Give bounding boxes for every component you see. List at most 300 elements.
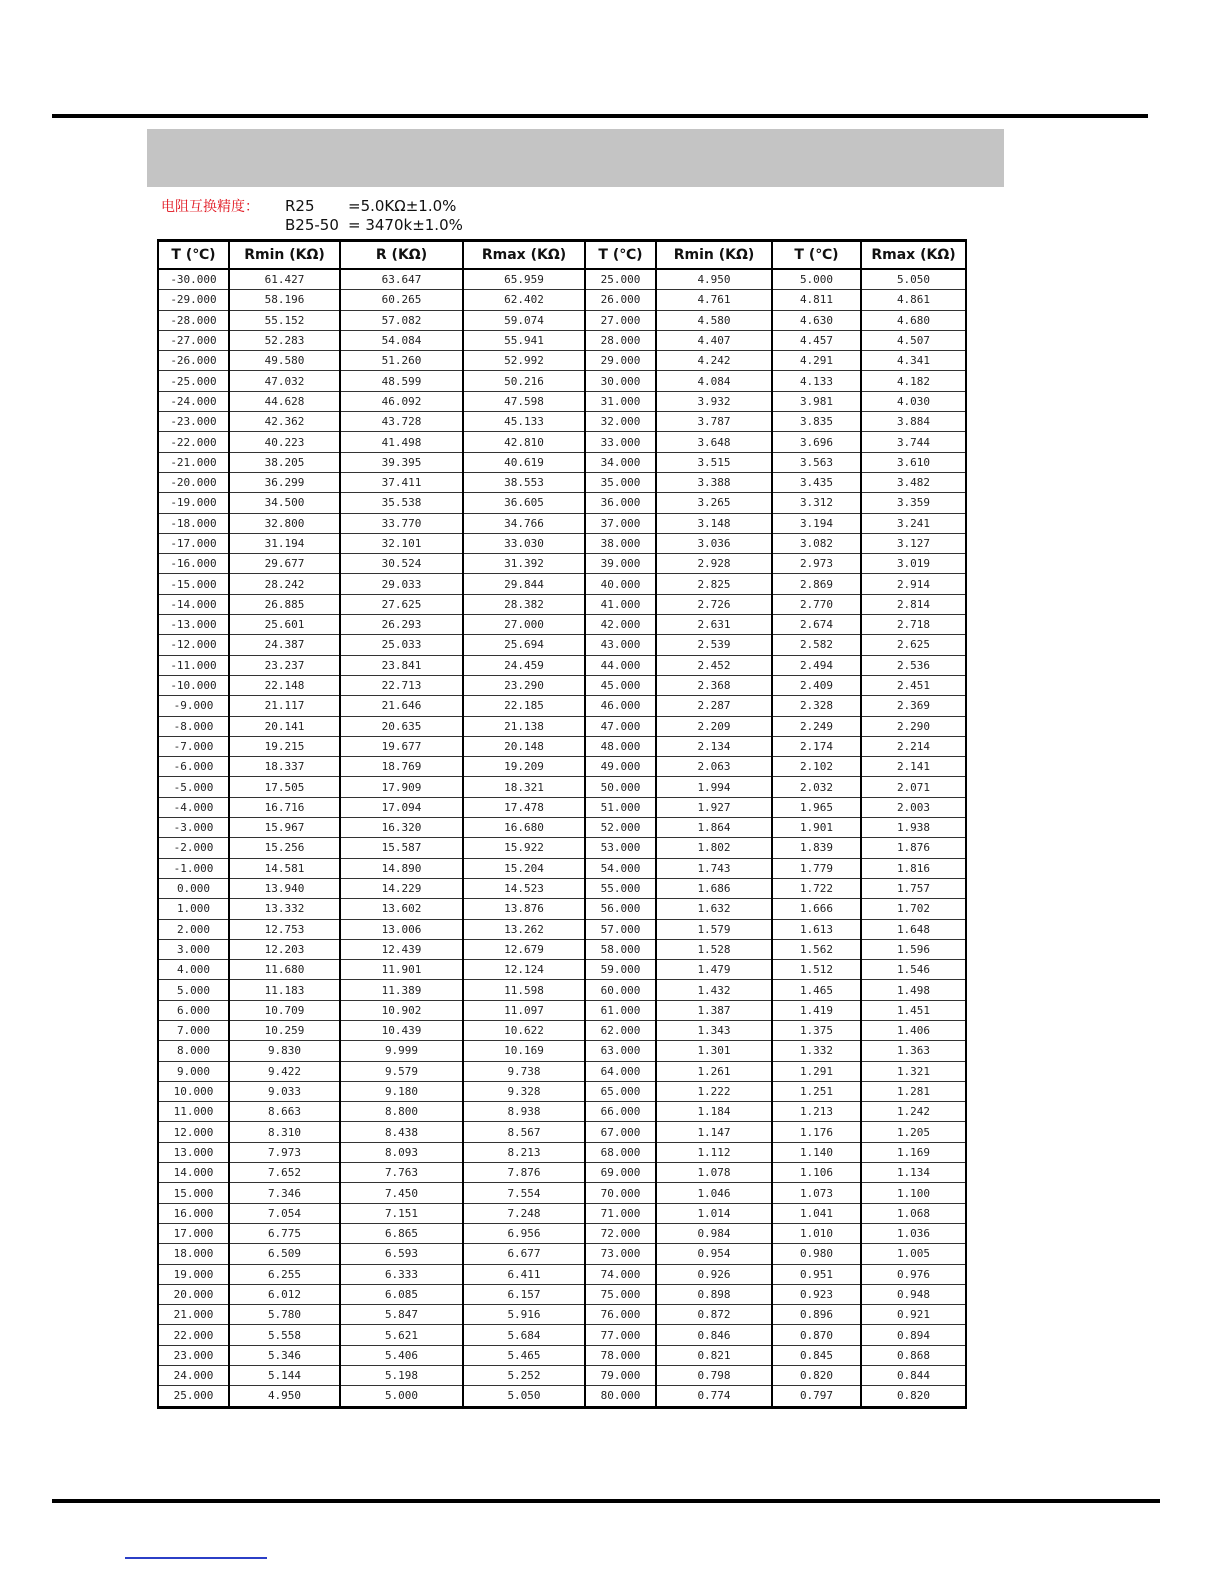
table-cell: 1.073 — [772, 1183, 861, 1203]
table-cell: 5.346 — [229, 1345, 340, 1365]
table-cell: 1.927 — [656, 797, 772, 817]
table-cell: 15.000 — [158, 1183, 229, 1203]
table-cell: 22.000 — [158, 1325, 229, 1345]
table-row — [158, 330, 966, 350]
table-cell: 2.369 — [861, 696, 966, 716]
table-cell: 48.000 — [585, 736, 656, 756]
table-cell: 28.242 — [229, 574, 340, 594]
table-row — [158, 777, 966, 797]
table-cell: 27.000 — [463, 615, 585, 635]
table-cell: 1.579 — [656, 919, 772, 939]
table-cell: 2.973 — [772, 554, 861, 574]
table-cell: 8.000 — [158, 1041, 229, 1061]
table-cell: 29.677 — [229, 554, 340, 574]
table-cell: 1.291 — [772, 1061, 861, 1081]
table-cell: 14.890 — [340, 858, 463, 878]
table-cell: 6.000 — [158, 1000, 229, 1020]
table-cell: 16.000 — [158, 1203, 229, 1223]
table-cell: 7.000 — [158, 1020, 229, 1040]
table-cell: 0.798 — [656, 1366, 772, 1386]
table-cell: 6.333 — [340, 1264, 463, 1284]
table-cell: -22.000 — [158, 432, 229, 452]
table-row — [158, 797, 966, 817]
table-cell: -30.000 — [158, 269, 229, 290]
table-cell: 37.411 — [340, 472, 463, 492]
table-cell: 8.938 — [463, 1102, 585, 1122]
table-cell: 11.680 — [229, 960, 340, 980]
table-cell: 2.726 — [656, 594, 772, 614]
table-cell: 1.176 — [772, 1122, 861, 1142]
table-cell: -25.000 — [158, 371, 229, 391]
table-cell: 42.362 — [229, 412, 340, 432]
table-cell: 34.000 — [585, 452, 656, 472]
table-cell: 25.601 — [229, 615, 340, 635]
table-cell: 36.605 — [463, 493, 585, 513]
table-cell: 3.482 — [861, 472, 966, 492]
table-cell: -13.000 — [158, 615, 229, 635]
table-cell: 2.914 — [861, 574, 966, 594]
table-cell: 16.716 — [229, 797, 340, 817]
table-cell: 25.694 — [463, 635, 585, 655]
table-cell: 1.134 — [861, 1163, 966, 1183]
table-cell: 3.082 — [772, 533, 861, 553]
table-cell: 2.814 — [861, 594, 966, 614]
table-cell: 72.000 — [585, 1223, 656, 1243]
table-cell: 9.999 — [340, 1041, 463, 1061]
table-cell: 11.097 — [463, 1000, 585, 1020]
resistance-table — [157, 239, 967, 1409]
table-cell: 1.147 — [656, 1122, 772, 1142]
table-cell: 59.074 — [463, 310, 585, 330]
table-cell: 65.959 — [463, 269, 585, 290]
table-cell: 61.427 — [229, 269, 340, 290]
table-cell: 17.094 — [340, 797, 463, 817]
table-cell: 5.558 — [229, 1325, 340, 1345]
table-cell: -16.000 — [158, 554, 229, 574]
table-cell: 2.718 — [861, 615, 966, 635]
table-row — [158, 1244, 966, 1264]
table-row — [158, 1325, 966, 1345]
table-cell: 6.956 — [463, 1223, 585, 1243]
table-row — [158, 858, 966, 878]
table-row — [158, 574, 966, 594]
table-cell: 1.213 — [772, 1102, 861, 1122]
table-cell: 16.320 — [340, 818, 463, 838]
table-cell: 57.000 — [585, 919, 656, 939]
table-row — [158, 594, 966, 614]
table-cell: 1.301 — [656, 1041, 772, 1061]
table-cell: 39.395 — [340, 452, 463, 472]
table-cell: 4.761 — [656, 290, 772, 310]
table-cell: 44.628 — [229, 391, 340, 411]
table-cell: 50.216 — [463, 371, 585, 391]
table-cell: 50.000 — [585, 777, 656, 797]
table-cell: 65.000 — [585, 1081, 656, 1101]
table-cell: 3.610 — [861, 452, 966, 472]
table-cell: 2.071 — [861, 777, 966, 797]
table-cell: 9.579 — [340, 1061, 463, 1081]
table-cell: 1.169 — [861, 1142, 966, 1162]
table-cell: 2.409 — [772, 675, 861, 695]
table-cell: 1.205 — [861, 1122, 966, 1142]
table-cell: 12.679 — [463, 939, 585, 959]
table-cell: 22.185 — [463, 696, 585, 716]
table-cell: 53.000 — [585, 838, 656, 858]
table-cell: -21.000 — [158, 452, 229, 472]
table-cell: 7.554 — [463, 1183, 585, 1203]
table-cell: 10.439 — [340, 1020, 463, 1040]
table-cell: 5.780 — [229, 1305, 340, 1325]
table-cell: 47.598 — [463, 391, 585, 411]
table-cell: -2.000 — [158, 838, 229, 858]
table-cell: 9.033 — [229, 1081, 340, 1101]
table-cell: 21.117 — [229, 696, 340, 716]
table-cell: 6.255 — [229, 1264, 340, 1284]
table-cell: 9.180 — [340, 1081, 463, 1101]
table-cell: 1.802 — [656, 838, 772, 858]
table-cell: 3.036 — [656, 533, 772, 553]
table-cell: 41.498 — [340, 432, 463, 452]
table-cell: 79.000 — [585, 1366, 656, 1386]
table-cell: -11.000 — [158, 655, 229, 675]
table-cell: 1.406 — [861, 1020, 966, 1040]
table-cell: 15.587 — [340, 838, 463, 858]
table-cell: 8.310 — [229, 1122, 340, 1142]
table-cell: -3.000 — [158, 818, 229, 838]
table-cell: 8.093 — [340, 1142, 463, 1162]
table-cell: 3.388 — [656, 472, 772, 492]
table-cell: 4.242 — [656, 351, 772, 371]
table-cell: 40.000 — [585, 574, 656, 594]
table-cell: 13.940 — [229, 878, 340, 898]
table-cell: 60.265 — [340, 290, 463, 310]
table-cell: 19.677 — [340, 736, 463, 756]
table-cell: 1.251 — [772, 1081, 861, 1101]
table-cell: 43.728 — [340, 412, 463, 432]
table-cell: 11.598 — [463, 980, 585, 1000]
table-row — [158, 554, 966, 574]
table-cell: 35.000 — [585, 472, 656, 492]
table-cell: -15.000 — [158, 574, 229, 594]
table-row — [158, 615, 966, 635]
table-row — [158, 1061, 966, 1081]
table-cell: 4.407 — [656, 330, 772, 350]
table-cell: 2.209 — [656, 716, 772, 736]
table-row — [158, 351, 966, 371]
table-cell: 76.000 — [585, 1305, 656, 1325]
table-cell: 32.800 — [229, 513, 340, 533]
table-cell: 15.967 — [229, 818, 340, 838]
table-cell: 20.635 — [340, 716, 463, 736]
table-cell: 3.884 — [861, 412, 966, 432]
column-header: R (KΩ) — [340, 241, 463, 270]
table-cell: 60.000 — [585, 980, 656, 1000]
table-row — [158, 1284, 966, 1304]
table-cell: 4.811 — [772, 290, 861, 310]
table-cell: 2.000 — [158, 919, 229, 939]
table-cell: 3.932 — [656, 391, 772, 411]
table-cell: 23.000 — [158, 1345, 229, 1365]
table-cell: 6.509 — [229, 1244, 340, 1264]
table-cell: 58.000 — [585, 939, 656, 959]
table-cell: 15.922 — [463, 838, 585, 858]
table-cell: -12.000 — [158, 635, 229, 655]
table-cell: 0.954 — [656, 1244, 772, 1264]
table-cell: 1.363 — [861, 1041, 966, 1061]
table-cell: 28.000 — [585, 330, 656, 350]
table-cell: 59.000 — [585, 960, 656, 980]
table-cell: 0.923 — [772, 1284, 861, 1304]
table-cell: 32.101 — [340, 533, 463, 553]
table-cell: 1.343 — [656, 1020, 772, 1040]
table-cell: 0.868 — [861, 1345, 966, 1365]
table-cell: 73.000 — [585, 1244, 656, 1264]
table-cell: -20.000 — [158, 472, 229, 492]
table-cell: 5.252 — [463, 1366, 585, 1386]
table-cell: 13.006 — [340, 919, 463, 939]
table-cell: 15.204 — [463, 858, 585, 878]
table-cell: 8.213 — [463, 1142, 585, 1162]
table-cell: 67.000 — [585, 1122, 656, 1142]
table-cell: 1.901 — [772, 818, 861, 838]
table-cell: 1.938 — [861, 818, 966, 838]
table-row — [158, 878, 966, 898]
table-row — [158, 371, 966, 391]
table-cell: 23.841 — [340, 655, 463, 675]
table-cell: 5.050 — [463, 1386, 585, 1407]
table-cell: -1.000 — [158, 858, 229, 878]
table-cell: 46.092 — [340, 391, 463, 411]
table-cell: 1.839 — [772, 838, 861, 858]
table-cell: 52.283 — [229, 330, 340, 350]
table-cell: 41.000 — [585, 594, 656, 614]
table-cell: -8.000 — [158, 716, 229, 736]
table-row — [158, 675, 966, 695]
table-cell: 47.032 — [229, 371, 340, 391]
table-cell: 2.625 — [861, 635, 966, 655]
table-row — [158, 757, 966, 777]
table-cell: 1.106 — [772, 1163, 861, 1183]
table-cell: 5.465 — [463, 1345, 585, 1365]
table-cell: 10.169 — [463, 1041, 585, 1061]
table-cell: 3.148 — [656, 513, 772, 533]
table-cell: 52.000 — [585, 818, 656, 838]
table-cell: 7.973 — [229, 1142, 340, 1162]
table-cell: 66.000 — [585, 1102, 656, 1122]
table-cell: 1.046 — [656, 1183, 772, 1203]
table-row — [158, 391, 966, 411]
table-row — [158, 1345, 966, 1365]
table-cell: 1.184 — [656, 1102, 772, 1122]
table-cell: 9.830 — [229, 1041, 340, 1061]
table-cell: 69.000 — [585, 1163, 656, 1183]
table-cell: 62.000 — [585, 1020, 656, 1040]
table-cell: 0.921 — [861, 1305, 966, 1325]
table-cell: 54.000 — [585, 858, 656, 878]
table-row — [158, 310, 966, 330]
table-cell: 64.000 — [585, 1061, 656, 1081]
table-cell: 47.000 — [585, 716, 656, 736]
table-cell: 2.249 — [772, 716, 861, 736]
b-constant-label: B25-50 — [285, 216, 339, 234]
table-cell: 2.674 — [772, 615, 861, 635]
table-cell: 62.402 — [463, 290, 585, 310]
table-cell: 5.621 — [340, 1325, 463, 1345]
table-cell: 7.763 — [340, 1163, 463, 1183]
table-cell: 74.000 — [585, 1264, 656, 1284]
table-cell: 31.194 — [229, 533, 340, 553]
table-cell: 23.237 — [229, 655, 340, 675]
table-cell: 14.581 — [229, 858, 340, 878]
table-cell: 55.152 — [229, 310, 340, 330]
table-cell: 2.536 — [861, 655, 966, 675]
table-cell: 1.779 — [772, 858, 861, 878]
table-cell: 5.847 — [340, 1305, 463, 1325]
bottom-rule — [52, 1499, 1160, 1503]
table-cell: 77.000 — [585, 1325, 656, 1345]
table-cell: 4.030 — [861, 391, 966, 411]
table-cell: -17.000 — [158, 533, 229, 553]
table-cell: 2.451 — [861, 675, 966, 695]
column-header: T (℃) — [772, 241, 861, 270]
table-cell: 1.332 — [772, 1041, 861, 1061]
table-cell: 40.223 — [229, 432, 340, 452]
table-cell: 0.845 — [772, 1345, 861, 1365]
top-rule — [52, 114, 1148, 118]
table-row — [158, 818, 966, 838]
table-cell: 6.157 — [463, 1284, 585, 1304]
b-constant-value: = 3470k±1.0% — [348, 216, 463, 234]
table-row — [158, 1000, 966, 1020]
table-cell: 33.000 — [585, 432, 656, 452]
table-cell: 17.000 — [158, 1223, 229, 1243]
table-cell: 3.435 — [772, 472, 861, 492]
table-cell: 45.133 — [463, 412, 585, 432]
table-cell: 2.452 — [656, 655, 772, 675]
table-cell: 2.368 — [656, 675, 772, 695]
table-cell: 1.112 — [656, 1142, 772, 1162]
table-cell: 2.328 — [772, 696, 861, 716]
table-cell: 10.709 — [229, 1000, 340, 1020]
table-cell: 58.196 — [229, 290, 340, 310]
table-cell: 43.000 — [585, 635, 656, 655]
table-cell: 1.562 — [772, 939, 861, 959]
table-cell: 4.950 — [229, 1386, 340, 1407]
table-cell: 1.041 — [772, 1203, 861, 1223]
table-cell: -23.000 — [158, 412, 229, 432]
table-cell: 19.209 — [463, 757, 585, 777]
table-cell: 24.387 — [229, 635, 340, 655]
table-cell: 2.631 — [656, 615, 772, 635]
table-cell: 46.000 — [585, 696, 656, 716]
table-cell: 5.916 — [463, 1305, 585, 1325]
table-cell: 1.757 — [861, 878, 966, 898]
table-cell: 21.646 — [340, 696, 463, 716]
table-row — [158, 1366, 966, 1386]
table-cell: 21.000 — [158, 1305, 229, 1325]
table-cell: 28.382 — [463, 594, 585, 614]
table-cell: 5.050 — [861, 269, 966, 290]
table-cell: 4.507 — [861, 330, 966, 350]
table-cell: 0.820 — [772, 1366, 861, 1386]
table-cell: 11.183 — [229, 980, 340, 1000]
column-header: Rmax (KΩ) — [861, 241, 966, 270]
table-cell: 4.133 — [772, 371, 861, 391]
table-cell: 8.438 — [340, 1122, 463, 1142]
table-cell: 4.861 — [861, 290, 966, 310]
table-cell: 25.000 — [585, 269, 656, 290]
table-cell: 2.102 — [772, 757, 861, 777]
table-cell: 27.625 — [340, 594, 463, 614]
table-cell: 1.014 — [656, 1203, 772, 1223]
table-cell: 6.865 — [340, 1223, 463, 1243]
table-cell: 7.248 — [463, 1203, 585, 1223]
table-cell: 12.203 — [229, 939, 340, 959]
table-cell: 1.140 — [772, 1142, 861, 1162]
table-cell: 2.494 — [772, 655, 861, 675]
table-cell: 1.702 — [861, 899, 966, 919]
table-cell: 1.666 — [772, 899, 861, 919]
table-cell: 4.291 — [772, 351, 861, 371]
table-row — [158, 1081, 966, 1101]
table-cell: 44.000 — [585, 655, 656, 675]
table-cell: 6.775 — [229, 1223, 340, 1243]
table-cell: 4.182 — [861, 371, 966, 391]
table-cell: 3.787 — [656, 412, 772, 432]
table-row — [158, 1183, 966, 1203]
footer-link-underline[interactable] — [125, 1557, 267, 1559]
table-row — [158, 1102, 966, 1122]
table-cell: 1.965 — [772, 797, 861, 817]
table-cell: 3.981 — [772, 391, 861, 411]
table-cell: 49.000 — [585, 757, 656, 777]
table-cell: 7.151 — [340, 1203, 463, 1223]
table-cell: 29.000 — [585, 351, 656, 371]
table-cell: 8.800 — [340, 1102, 463, 1122]
table-cell: 37.000 — [585, 513, 656, 533]
table-cell: 52.992 — [463, 351, 585, 371]
table-row — [158, 635, 966, 655]
table-cell: 1.100 — [861, 1183, 966, 1203]
table-row — [158, 716, 966, 736]
table-cell: 3.835 — [772, 412, 861, 432]
table-cell: 1.994 — [656, 777, 772, 797]
table-cell: 27.000 — [585, 310, 656, 330]
table-row — [158, 736, 966, 756]
table-cell: 34.500 — [229, 493, 340, 513]
table-cell: 1.321 — [861, 1061, 966, 1081]
table-cell: 2.174 — [772, 736, 861, 756]
table-cell: 1.512 — [772, 960, 861, 980]
table-cell: 0.951 — [772, 1264, 861, 1284]
table-cell: 4.950 — [656, 269, 772, 290]
table-cell: 5.144 — [229, 1366, 340, 1386]
table-cell: 3.194 — [772, 513, 861, 533]
table-cell: 16.680 — [463, 818, 585, 838]
table-cell: 30.524 — [340, 554, 463, 574]
table-cell: 1.722 — [772, 878, 861, 898]
table-cell: 26.000 — [585, 290, 656, 310]
table-row — [158, 696, 966, 716]
table-row — [158, 432, 966, 452]
table-cell: 5.198 — [340, 1366, 463, 1386]
table-cell: 49.580 — [229, 351, 340, 371]
table-cell: 1.281 — [861, 1081, 966, 1101]
column-header: T (℃) — [158, 241, 229, 270]
table-cell: 2.928 — [656, 554, 772, 574]
table-cell: 71.000 — [585, 1203, 656, 1223]
table-cell: 9.000 — [158, 1061, 229, 1081]
